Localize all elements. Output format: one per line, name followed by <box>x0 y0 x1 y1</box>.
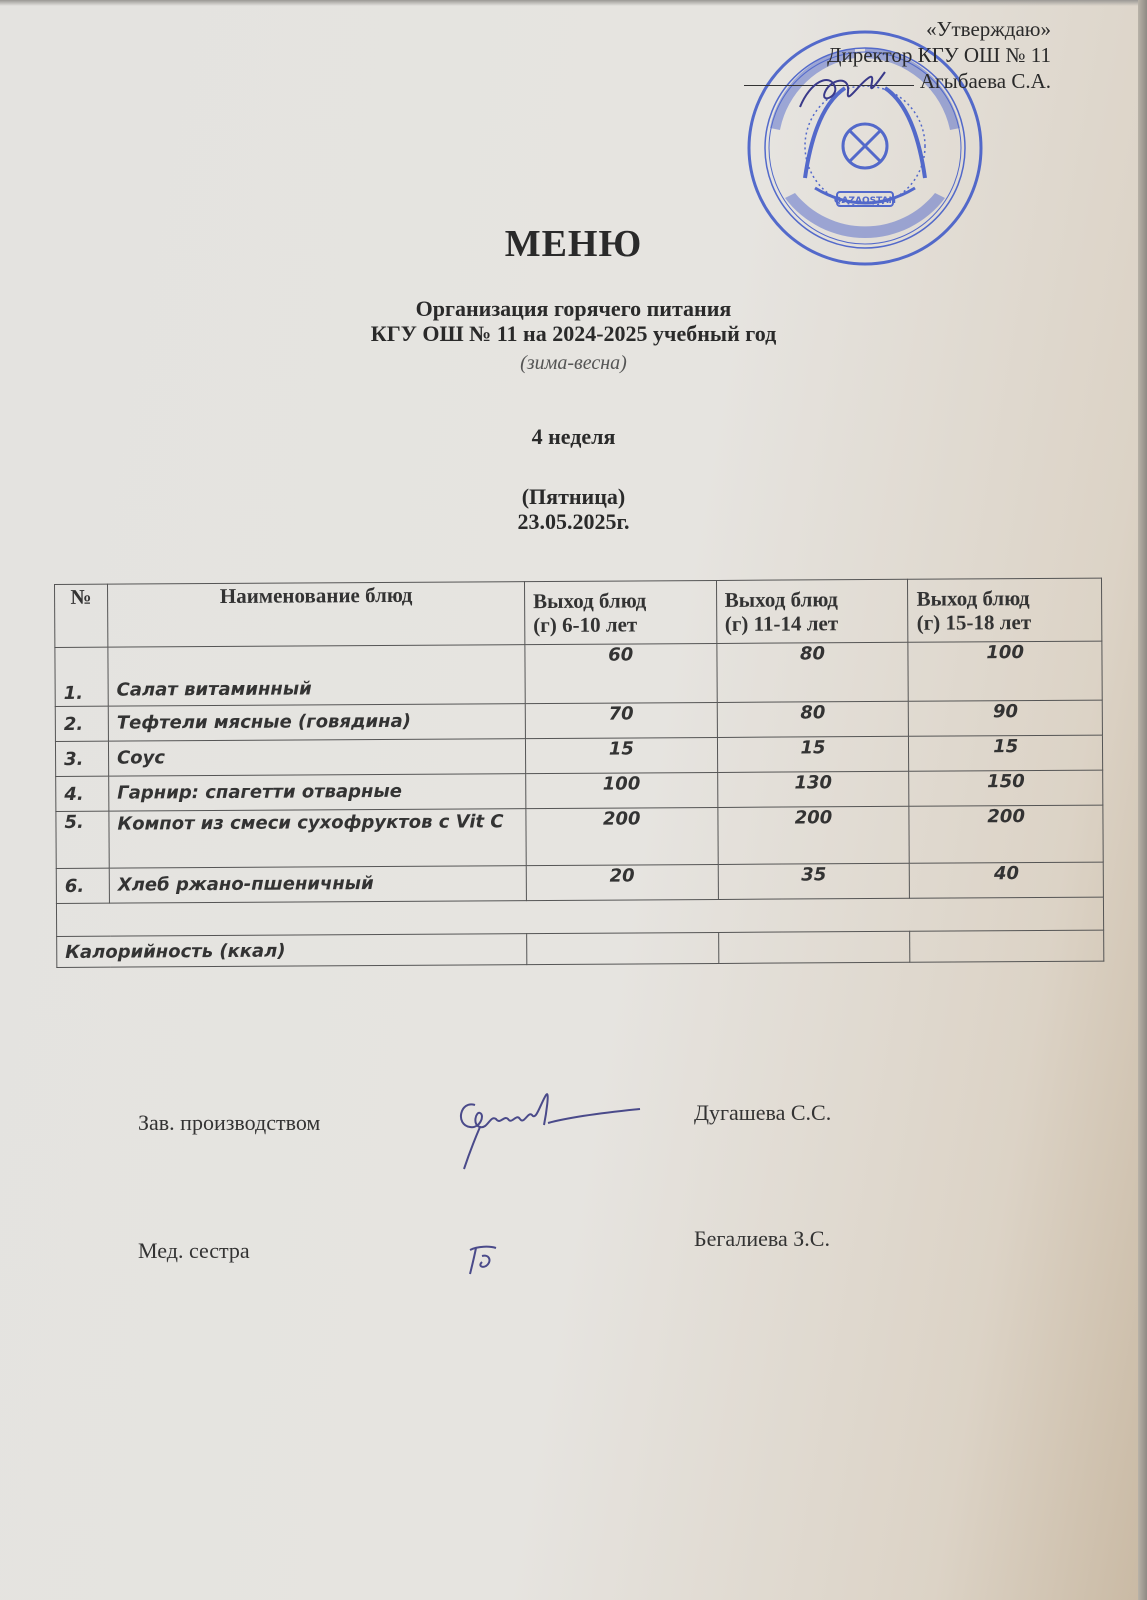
header-output-6-10-line2: (г) 6-10 лет <box>533 612 638 638</box>
header-output-15-18 <box>908 578 1102 642</box>
output-6-10: 60 <box>525 643 717 703</box>
dish-name: Компот из смеси сухофруктов с Vit C <box>109 809 526 869</box>
row-number: 6. <box>56 868 109 903</box>
signature-role-production-head: Зав. производством <box>138 1110 321 1135</box>
photo-top-shadow <box>0 0 1147 6</box>
calorie-6-10 <box>527 932 719 964</box>
menu-table <box>54 578 1104 968</box>
output-11-14: 80 <box>717 701 909 737</box>
output-6-10: 200 <box>526 807 718 865</box>
output-15-18: 100 <box>908 641 1102 701</box>
row-number: 5. <box>56 811 109 868</box>
approval-signatory: Агыбаева С.А. <box>919 69 1051 93</box>
subtitle <box>0 296 1147 346</box>
output-15-18: 90 <box>909 700 1103 736</box>
season: (зима-весна) <box>520 352 627 374</box>
calorie-row <box>57 930 1104 967</box>
output-15-18: 150 <box>909 770 1103 806</box>
subtitle-line-1: Организация горячего питания <box>415 296 732 321</box>
calorie-label: Калорийность (ккал) <box>57 934 527 968</box>
signature-name-nurse: Бегалиева З.С. <box>694 1226 830 1251</box>
header-output-11-14-line1: Выход блюд <box>724 587 838 612</box>
dish-name: Гарнир: спагетти отварные <box>109 774 526 812</box>
header-dish-name: Наименование блюд <box>108 582 525 648</box>
header-output-11-14 <box>716 579 908 643</box>
output-15-18: 40 <box>910 862 1104 898</box>
day-block <box>0 484 1147 534</box>
header-number: № <box>55 584 108 647</box>
output-6-10: 20 <box>526 864 718 900</box>
table-header-row <box>55 578 1102 647</box>
approval-position: Директор КГУ ОШ № 11 <box>827 43 1051 67</box>
output-6-10: 15 <box>525 737 717 773</box>
output-11-14: 130 <box>717 771 909 807</box>
header-output-11-14-line2: (г) 11-14 лет <box>724 611 839 636</box>
header-output-6-10-line1: Выход блюд <box>533 588 647 614</box>
header-output-6-10 <box>524 580 716 644</box>
header-output-15-18-line1: Выход блюд <box>916 586 1030 611</box>
date: 23.05.2025г. <box>517 509 630 534</box>
signature-name-production-head: Дугашева С.С. <box>694 1100 832 1125</box>
output-15-18: 200 <box>909 805 1103 863</box>
signature-role-nurse: Мед. сестра <box>138 1238 250 1263</box>
approval-heading: «Утверждаю» <box>926 17 1051 41</box>
table-row <box>56 805 1103 868</box>
row-number: 1. <box>55 647 108 706</box>
output-11-14: 200 <box>717 806 909 864</box>
director-signature-icon <box>790 62 900 122</box>
stamp-text: QAZAQSTAN <box>833 196 897 206</box>
production-head-signature-icon <box>450 1085 650 1175</box>
table-row <box>55 641 1102 706</box>
output-6-10: 70 <box>525 702 717 738</box>
output-6-10: 100 <box>526 772 718 808</box>
nurse-signature-icon <box>462 1240 502 1280</box>
subtitle-line-2: КГУ ОШ № 11 на 2024-2025 учебный год <box>370 321 777 346</box>
dish-name: Хлеб ржано-пшеничный <box>109 866 526 904</box>
output-11-14: 35 <box>718 863 910 899</box>
row-number: 3. <box>55 741 108 776</box>
row-number: 2. <box>55 706 108 741</box>
weekday: (Пятница) <box>521 484 626 509</box>
dish-name: Салат витаминный <box>108 645 525 707</box>
header-output-15-18-line2: (г) 15-18 лет <box>916 610 1032 635</box>
dish-name: Тефтели мясные (говядина) <box>108 704 525 742</box>
calorie-11-14 <box>718 931 910 963</box>
page-title: МЕНЮ <box>504 223 643 265</box>
week-label: 4 неделя <box>531 424 616 449</box>
calorie-15-18 <box>910 930 1104 962</box>
output-15-18: 15 <box>909 735 1103 771</box>
dish-name: Соус <box>108 739 525 777</box>
output-11-14: 15 <box>717 736 909 772</box>
output-11-14: 80 <box>716 642 908 702</box>
row-number: 4. <box>56 776 109 811</box>
